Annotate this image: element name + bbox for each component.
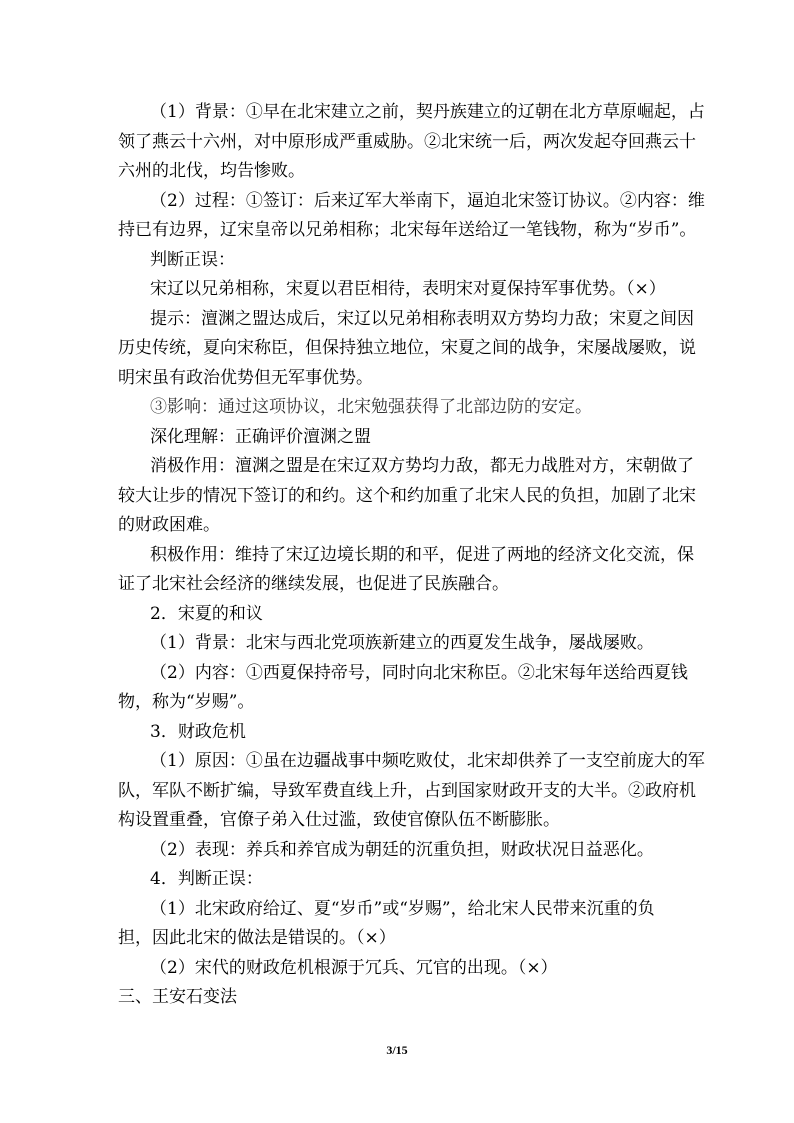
text-line: ③影响：通过这项协议，北宋勉强获得了北部边防的安定。: [150, 397, 592, 417]
text-line: 明宋虽有政治优势但无军事优势。: [118, 368, 373, 388]
text-line: 担，因此北宋的做法是错误的。（×）: [118, 928, 396, 948]
text-line: 证了北宋社会经济的继续发展，也促进了民族融合。: [118, 574, 509, 594]
text-line: 领了燕云十六州，对中原形成严重威胁。②北宋统一后，两次发起夺回燕云十: [118, 132, 696, 152]
text-line: （2）表现：养兵和养官成为朝廷的沉重负担，财政状况日益恶化。: [150, 840, 654, 860]
text-line: 的财政困难。: [118, 515, 220, 535]
text-line: 深化理解：正确评价澶渊之盟: [150, 427, 371, 447]
text-line: 积极作用：维持了宋辽边境长期的和平，促进了两地的经济文化交流，保: [150, 545, 694, 565]
text-line: 历史传统，夏向宋称臣，但保持独立地位，宋夏之间的战争，宋屡战屡败，说: [118, 338, 696, 358]
text-line: 较大让步的情况下签订的和约。这个和约加重了北宋人民的负担，加剧了北宋: [118, 486, 696, 506]
text-line: 队，军队不断扩编，导致军费直线上升，占到国家财政开支的大半。②政府机: [118, 781, 696, 801]
text-line: （2）内容：①西夏保持帝号，同时向北宋称臣。②北宋每年送给西夏钱: [150, 663, 688, 683]
section-heading: 2．宋夏的和议: [150, 604, 263, 624]
text-line: 宋辽以兄弟相称，宋夏以君臣相待，表明宋对夏保持军事优势。（×）: [150, 279, 666, 299]
text-line: （1）背景：北宋与西北党项族新建立的西夏发生战争，屡战屡败。: [150, 633, 654, 653]
text-line: 消极作用：澶渊之盟是在宋辽双方势均力敌，都无力战胜对方，宋朝做了: [150, 456, 694, 476]
text-line: 六州的北伐，均告惨败。: [118, 161, 305, 181]
text-line: 持已有边界，辽宋皇帝以兄弟相称；北宋每年送给辽一笔钱物，称为“岁币”。: [118, 220, 697, 240]
section-heading: 3．财政危机: [150, 722, 246, 742]
text-line: 判断正误：: [150, 250, 235, 270]
text-line: （2）宋代的财政危机根源于冗兵、冗官的出现。（×）: [150, 958, 558, 978]
text-line: （1）北宋政府给辽、夏“岁币”或“岁赐”，给北宋人民带来沉重的负: [150, 899, 655, 919]
text-line: （2）过程：①签订：后来辽军大举南下，逼迫北宋签订协议。②内容：维: [150, 191, 705, 211]
text-line: （1）背景：①早在北宋建立之前，契丹族建立的辽朝在北方草原崛起，占: [150, 102, 705, 122]
text-line: 构设置重叠，官僚子弟入仕过滥，致使官僚队伍不断膨胀。: [118, 810, 560, 830]
text-line: 提示：澶渊之盟达成后，宋辽以兄弟相称表明双方势均力敌；宋夏之间因: [150, 309, 694, 329]
text-line: （1）原因：①虽在边疆战事中频吃败仗，北宋却供养了一支空前庞大的军: [150, 751, 705, 771]
text-line: 物，称为“岁赐”。: [118, 692, 255, 712]
page-number: 3/15: [386, 1043, 408, 1057]
chapter-heading: 三、王安石变法: [118, 987, 237, 1007]
section-heading: 4．判断正误：: [150, 869, 263, 889]
